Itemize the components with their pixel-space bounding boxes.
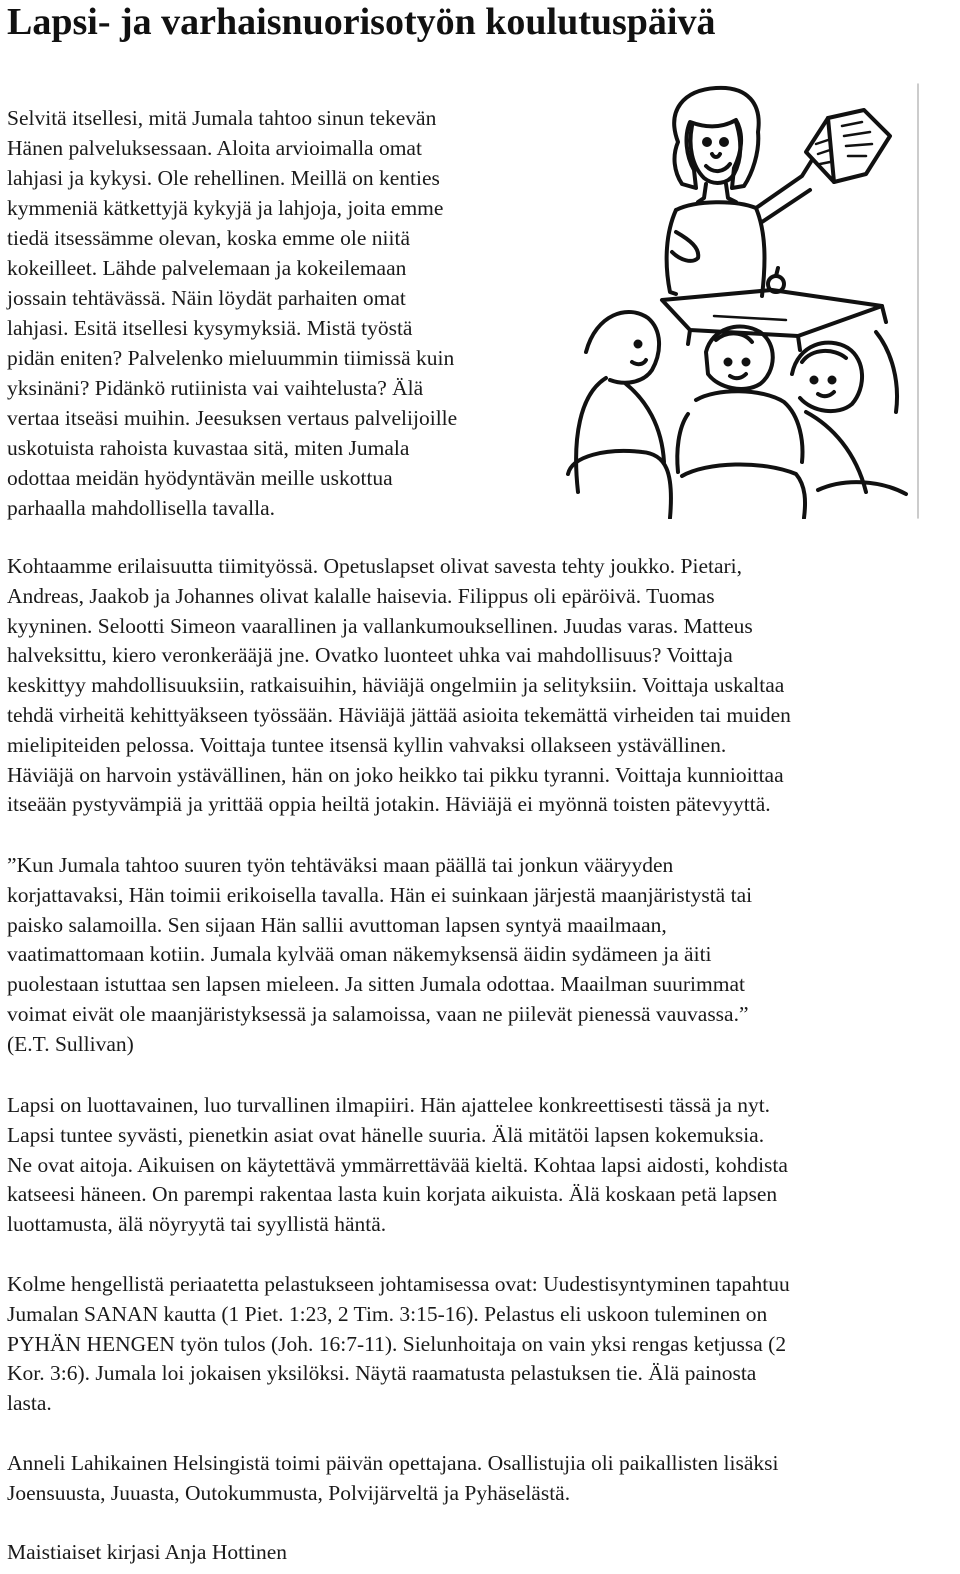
text-line: Kor. 3:6). Jumala loi jokaisen yksilöksi. Näytä raamatusta pelastuksen tie. Älä painosta	[7, 1361, 757, 1386]
page-title: Lapsi- ja varhaisnuorisotyön koulutuspäivä	[7, 1, 716, 43]
text-line: lahjasi ja kykysi. Ole rehellinen. Meillä on kenties	[7, 166, 440, 190]
paragraph-child	[7, 1091, 957, 1240]
text-line: katseesi häneen. On parempi rakentaa lasta kuin korjata aikuista. Älä koskaan petä lapsen	[7, 1182, 778, 1207]
paragraph-teamwork	[7, 552, 957, 820]
text-line: PYHÄN HENGEN työn tulos (Joh. 16:7-11). Sielunhoitaja on vain yksi rengas ketjussa (2	[7, 1331, 787, 1356]
text-line: Anneli Lahikainen Helsingistä toimi päivän opettajana. Osallistujia oli paikallisten lisäksi	[7, 1451, 779, 1475]
text-line: luottamusta, älä nöyryytä tai syyllistä häntä.	[7, 1212, 387, 1237]
paragraph-principles	[7, 1270, 957, 1419]
text-line: uskotuista rahoista kuvastaa sitä, miten Jumala	[7, 436, 410, 460]
text-line: Kolme hengellistä periaatetta pelastukseen johtamisessa ovat: Uudestisyntyminen tapahtuu	[7, 1272, 790, 1296]
text-line: keskittyy mahdollisuuksiin, ratkaisuihin, häviäjä ongelmiin ja selityksiin. Voittaja uskaltaa	[7, 673, 785, 698]
text-line: ”Kun Jumala tahtoo suuren työn tehtäväksi maan päällä tai jonkun vääryyden	[7, 853, 674, 877]
text-line: Jumalan SANAN kautta (1 Piet. 1:23, 2 Tim. 3:15-16). Pelastus eli uskoon tuleminen on	[7, 1301, 768, 1326]
text-line: Hänen palveluksessaan. Aloita arvioimalla omat	[7, 136, 422, 160]
text-line: yksinäni? Pidänkö rutiinista vai vaihtelusta? Älä	[7, 376, 424, 400]
text-line: kokeilleet. Lähde palvelemaan ja kokeilemaan	[7, 256, 407, 280]
text-line: kymmeniä kätkettyjä kykyjä ja lahjoja, joita emme	[7, 196, 444, 220]
text-line: voimat eivät ole maanjäristyksessä ja salamoissa, vaan ne piilevät pienessä vauvassa.”	[7, 1001, 749, 1026]
paragraph-participants	[7, 1449, 957, 1509]
text-line: vertaa itseäsi muihin. Jeesuksen vertaus palvelijoille	[7, 406, 458, 430]
text-line: lahjasi. Esitä itsellesi kysymyksiä. Mistä työstä	[7, 316, 413, 340]
signature	[7, 1538, 957, 1568]
text-line: pidän eniten? Palvelenko mieluummin tiimissä kuin	[7, 346, 455, 370]
text-line: parhaalla mahdollisella tavalla.	[7, 496, 276, 520]
text-line: Häviäjä on harvoin ystävällinen, hän on joko heikko tai pikku tyranni. Voittaja kunnioittaa	[7, 762, 784, 787]
text-line: Ne ovat aitoja. Aikuisen on käytettävä ymmärrettävää kieltä. Kohtaa lapsi aidosti, kohdista	[7, 1152, 788, 1177]
signature-text: Maistiaiset kirjasi Anja Hottinen	[7, 1540, 288, 1564]
text-line: kyyninen. Selootti Simeon vaarallinen ja vallankumouksellinen. Juudas varas. Matteus	[7, 613, 753, 638]
text-line: puolestaan istuttaa sen lapsen mieleen. Ja sitten Jumala odottaa. Maailman suurimmat	[7, 972, 745, 997]
text-line: Lapsi on luottavainen, luo turvallinen ilmapiiri. Hän ajattelee konkreettisesti tässä ja nyt.	[7, 1093, 771, 1117]
teacher-reading-to-children-icon	[566, 82, 921, 519]
teacher-reading-illustration	[566, 82, 921, 519]
text-line: korjattavaksi, Hän toimii erikoisella tavalla. Hän ei suinkaan järjestä maanjäristystä tai	[7, 882, 753, 907]
paragraph-quote	[7, 851, 957, 1060]
text-line: Kohtaamme erilaisuutta tiimityössä. Opetuslapset olivat savesta tehty joukko. Pietari,	[7, 554, 743, 578]
text-line: itseään pystyvämpiä ja yrittää oppia heiltä jotakin. Häviäjä ei myönnä toisten pätevyyttä.	[7, 792, 771, 817]
intro-paragraph	[7, 103, 559, 523]
text-line: Andreas, Jaakob ja Johannes olivat kalalle haisevia. Filippus oli epäröivä. Tuomas	[7, 583, 715, 608]
text-line: mielipiteiden pelossa. Voittaja tuntee itsensä kyllin vahvaksi ollakseen ystävällinen.	[7, 732, 727, 757]
text-line: Selvitä itsellesi, mitä Jumala tahtoo sinun tekevän	[7, 106, 437, 130]
text-line: halveksittu, kiero veronkerääjä jne. Ovatko luonteet uhka vai mahdollisuus? Voittaja	[7, 643, 733, 668]
text-line: (E.T. Sullivan)	[7, 1031, 134, 1056]
text-line: tehdä virheitä kehittyäkseen työssään. Häviäjä jättää asioita tekemättä virheiden tai muiden	[7, 702, 791, 727]
text-line: paisko salamoilla. Sen sijaan Hän sallii avuttoman lapsen syntyä maailmaan,	[7, 912, 667, 937]
text-line: odottaa meidän hyödyntävän meille uskottua	[7, 466, 393, 490]
text-line: jossain tehtävässä. Näin löydät parhaiten omat	[7, 286, 406, 310]
text-line: vaatimattomaan kotiin. Jumala kylvää oman näkemyksensä äidin sydämeen ja äiti	[7, 942, 712, 967]
text-line: Lapsi tuntee syvästi, pienetkin asiat ovat hänelle suuria. Älä mitätöi lapsen kokemuksia.	[7, 1122, 765, 1147]
text-line: tiedä itsessämme olevan, koska emme ole niitä	[7, 226, 411, 250]
text-line: Joensuusta, Juuasta, Outokummusta, Polvijärveltä ja Pyhäselästä.	[7, 1480, 571, 1505]
text-line: lasta.	[7, 1391, 52, 1416]
